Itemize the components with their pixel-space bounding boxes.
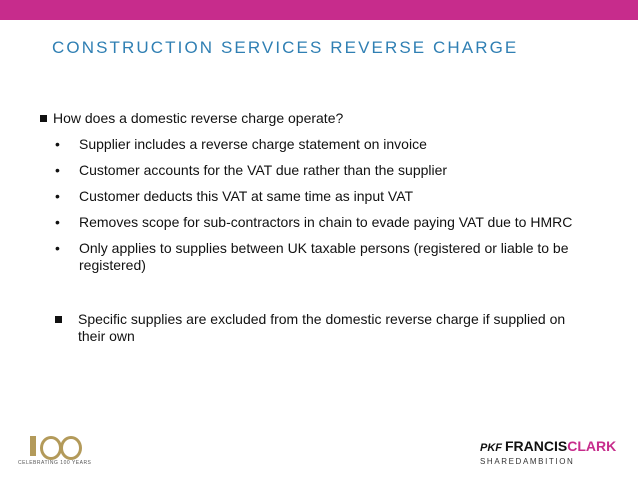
main-question [40,110,600,127]
list-item-text: Supplier includes a reverse charge statement on invoice [79,136,427,152]
dot-bullet-icon: • [55,188,60,204]
brand-logo [480,438,616,454]
centenary-logo [18,436,104,468]
brand-name-francis: FRANCIS [505,438,568,454]
dot-bullet-icon: • [55,162,60,178]
slide-content [40,110,600,345]
dot-bullet-icon: • [55,214,60,230]
exclusion-note [55,311,600,345]
centenary-digit-zero [40,436,62,460]
list-item [55,188,600,205]
slide-title: CONSTRUCTION SERVICES REVERSE CHARGE [52,38,519,57]
list-item [55,240,600,274]
centenary-caption: CELEBRATING 100 YEARS [18,460,92,466]
list-item-text: Customer accounts for the VAT due rather than the supplier [79,162,448,178]
list-item [55,136,600,153]
dot-bullet-icon: • [55,240,60,256]
centenary-digit-one [30,436,36,456]
list-item [55,214,600,231]
top-accent-bar [0,0,638,20]
centenary-digit-zero [60,436,82,460]
list-item [55,162,600,179]
brand-tagline: SHAREDAMBITION [480,457,575,466]
dot-bullet-icon: • [55,136,60,152]
list-item-text: Customer deducts this VAT at same time as input VAT [79,188,414,204]
note-text: Specific supplies are excluded from the domestic reverse charge if supplied on their own [78,311,566,344]
question-text: How does a domestic reverse charge operate? [53,110,344,126]
list-item-text: Only applies to supplies between UK taxable persons (registered or liable to be registered) [79,240,569,273]
square-bullet-icon [55,316,62,323]
list-item-text: Removes scope for sub-contractors in chain to evade paying VAT due to HMRC [79,214,573,230]
brand-mark: PKF [480,442,502,454]
square-bullet-icon [40,115,47,122]
bullet-list [40,136,600,274]
brand-name-clark: CLARK [567,438,617,454]
